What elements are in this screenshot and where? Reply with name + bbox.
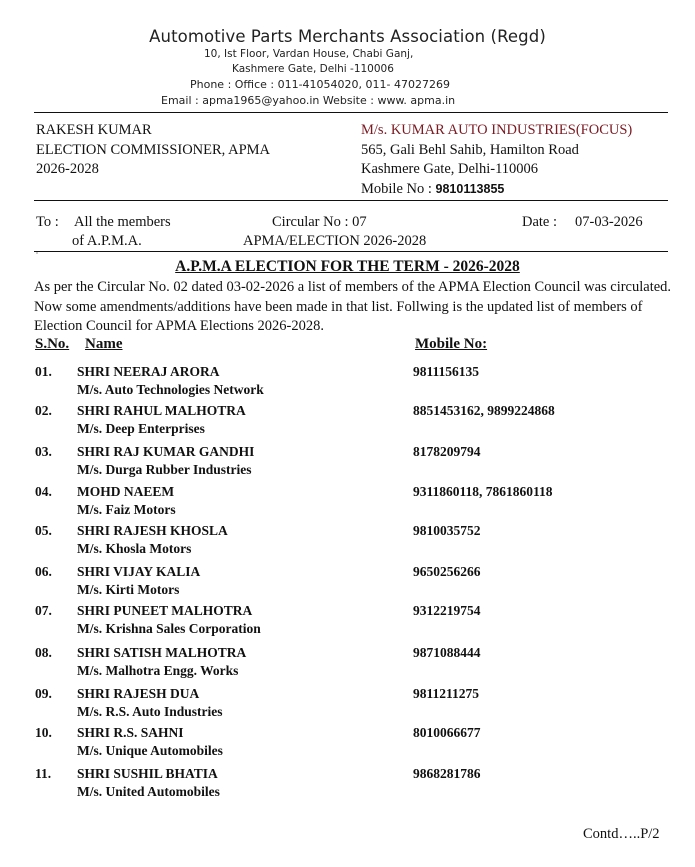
member-sno: 06.: [35, 564, 52, 579]
to-label: To :: [36, 214, 59, 230]
column-header-sno: S.No.: [35, 336, 70, 352]
org-address-line2: Kashmere Gate, Delhi -110006: [232, 63, 394, 75]
sender-block: [36, 121, 270, 180]
member-name: SHRI RAHUL MALHOTRA: [77, 403, 246, 418]
member-name: SHRI VIJAY KALIA: [77, 564, 201, 579]
document-title: A.P.M.A ELECTION FOR THE TERM - 2026-2028: [175, 258, 520, 275]
member-row: [0, 523, 695, 563]
firm-name: M/s. KUMAR AUTO INDUSTRIES(FOCUS): [361, 122, 633, 138]
firm-address-line1: 565, Gali Behl Sahib, Hamilton Road: [361, 141, 579, 158]
scan-artifact: [36, 252, 38, 254]
member-sno: 11.: [35, 766, 52, 781]
continued-note: Contd…..P/2: [583, 826, 660, 842]
member-row: [0, 364, 695, 404]
sender-designation: ELECTION COMMISSIONER, APMA: [36, 141, 271, 158]
member-mobile: 9811156135: [413, 364, 480, 379]
member-sno: 02.: [35, 403, 52, 418]
member-row: [0, 564, 695, 604]
member-mobile: 9650256266: [413, 564, 481, 579]
column-header-mobile: Mobile No:: [415, 336, 488, 352]
member-row: [0, 603, 695, 643]
to-line1: All the members: [74, 214, 171, 230]
member-firm: M/s. Malhotra Engg. Works: [77, 663, 239, 678]
column-header-name: Name: [85, 336, 123, 352]
sender-name: RAKESH KUMAR: [36, 122, 152, 138]
member-firm: M/s. Khosla Motors: [77, 541, 192, 556]
member-firm: M/s. Unique Automobiles: [77, 743, 223, 758]
circular-number: Circular No : 07: [272, 214, 367, 230]
member-sno: 05.: [35, 523, 52, 538]
org-phone: Phone : Office : 011-41054020, 011- 47027269: [190, 78, 450, 91]
member-name: SHRI NEERAJ ARORA: [77, 364, 220, 379]
member-name: SHRI PUNEET MALHOTRA: [77, 603, 253, 618]
org-address-line1: 10, Ist Floor, Vardan House, Chabi Ganj,: [204, 48, 414, 60]
intro-paragraph: As per the Circular No. 02 dated 03-02-2026 a list of members of the APMA Election Council was circulated. Now some amendments/additions have been made in that list. Follwing is the updated list of members of Election Council for APMA Elections 2026-2028.: [34, 279, 672, 334]
org-email-website: Email : apma1965@yahoo.in Website : www. apma.in: [161, 94, 456, 107]
date-label: Date :: [522, 214, 558, 230]
org-name: Automotive Parts Merchants Association (Regd): [149, 27, 546, 46]
member-name: SHRI R.S. SAHNI: [77, 725, 184, 740]
member-mobile: 8010066677: [413, 725, 481, 740]
member-mobile: 8178209794: [413, 444, 481, 459]
member-firm: M/s. United Automobiles: [77, 784, 220, 799]
firm-mobile-value: 9810113855: [435, 181, 505, 196]
member-row: [0, 686, 695, 726]
member-sno: 07.: [35, 603, 52, 618]
member-mobile: 9810035752: [413, 523, 481, 538]
member-name: SHRI SATISH MALHOTRA: [77, 645, 247, 660]
member-firm: M/s. Auto Technologies Network: [77, 382, 264, 397]
divider: [34, 251, 668, 252]
to-line2: of A.P.M.A.: [72, 233, 142, 249]
member-mobile: 9868281786: [413, 766, 481, 781]
member-sno: 09.: [35, 686, 52, 701]
divider: [34, 112, 668, 113]
member-firm: M/s. Faiz Motors: [77, 502, 176, 517]
member-firm: M/s. R.S. Auto Industries: [77, 704, 223, 719]
member-sno: 08.: [35, 645, 52, 660]
member-sno: 03.: [35, 444, 52, 459]
member-sno: 04.: [35, 484, 52, 499]
firm-mobile: [361, 180, 632, 200]
firm-address-line2: Kashmere Gate, Delhi-110006: [361, 161, 539, 177]
member-sno: 10.: [35, 725, 52, 740]
sender-term: 2026-2028: [36, 161, 99, 177]
member-name: SHRI RAJESH DUA: [77, 686, 200, 701]
member-sno: 01.: [35, 364, 52, 379]
firm-block: [361, 121, 632, 199]
firm-mobile-label: Mobile No :: [361, 180, 436, 197]
member-row: [0, 725, 695, 765]
divider: [34, 200, 668, 201]
member-firm: M/s. Durga Rubber Industries: [77, 462, 252, 477]
member-name: SHRI RAJ KUMAR GANDHI: [77, 444, 255, 459]
member-row: [0, 484, 695, 524]
member-name: MOHD NAEEM: [77, 484, 175, 499]
member-mobile: 9811211275: [413, 686, 480, 701]
member-mobile: 8851453162, 9899224868: [413, 403, 555, 418]
member-mobile: 9312219754: [413, 603, 481, 618]
member-mobile: 9871088444: [413, 645, 481, 660]
member-firm: M/s. Deep Enterprises: [77, 421, 205, 436]
member-row: [0, 766, 695, 806]
date-value: 07-03-2026: [575, 214, 643, 230]
member-name: SHRI RAJESH KHOSLA: [77, 523, 228, 538]
member-row: [0, 403, 695, 443]
member-firm: M/s. Kirti Motors: [77, 582, 180, 597]
member-name: SHRI SUSHIL BHATIA: [77, 766, 218, 781]
circular-reference: APMA/ELECTION 2026-2028: [243, 233, 427, 249]
member-firm: M/s. Krishna Sales Corporation: [77, 621, 261, 636]
member-row: [0, 645, 695, 685]
member-row: [0, 444, 695, 484]
member-mobile: 9311860118, 7861860118: [413, 484, 553, 499]
